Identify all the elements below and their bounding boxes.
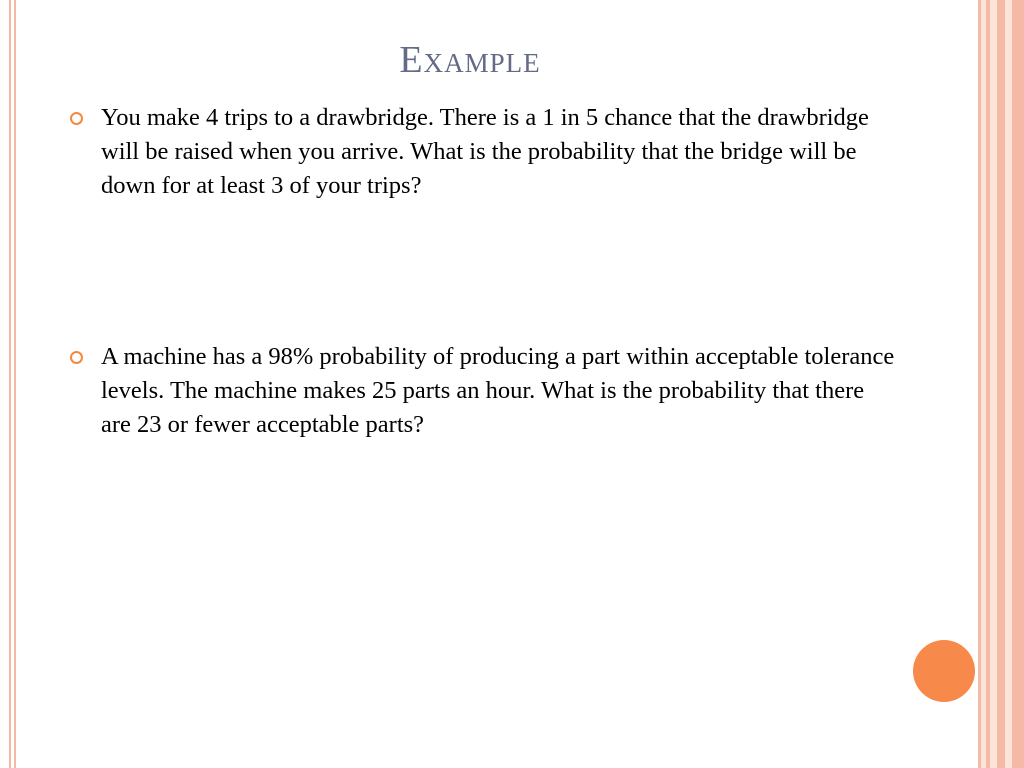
left-rule-line <box>9 0 11 768</box>
bullet-text: You make 4 trips to a drawbridge. There is a 1 in 5 chance that the drawbridge will be raised when you arrive. What is the probability that the bridge will be down for at least 3 of your trips? <box>101 104 869 199</box>
bullet-text: A machine has a 98% probability of producing a part within acceptable tolerance levels. The machine makes 25 parts an hour. What is the probability that there are 23 or fewer acceptable parts? <box>101 343 895 438</box>
right-stripe <box>997 0 1005 768</box>
left-rule-line <box>14 0 16 768</box>
orange-circle-decoration <box>913 640 975 702</box>
slide-title: Example <box>399 39 541 81</box>
bullet-circle-icon <box>70 351 83 364</box>
bullet-list <box>70 101 900 442</box>
right-stripe <box>978 0 981 768</box>
bullet-item-drawbridge <box>70 101 900 203</box>
right-stripe <box>986 0 990 768</box>
bullet-circle-icon <box>70 112 83 125</box>
right-stripe <box>1012 0 1024 768</box>
bullet-item-machine <box>70 340 900 442</box>
